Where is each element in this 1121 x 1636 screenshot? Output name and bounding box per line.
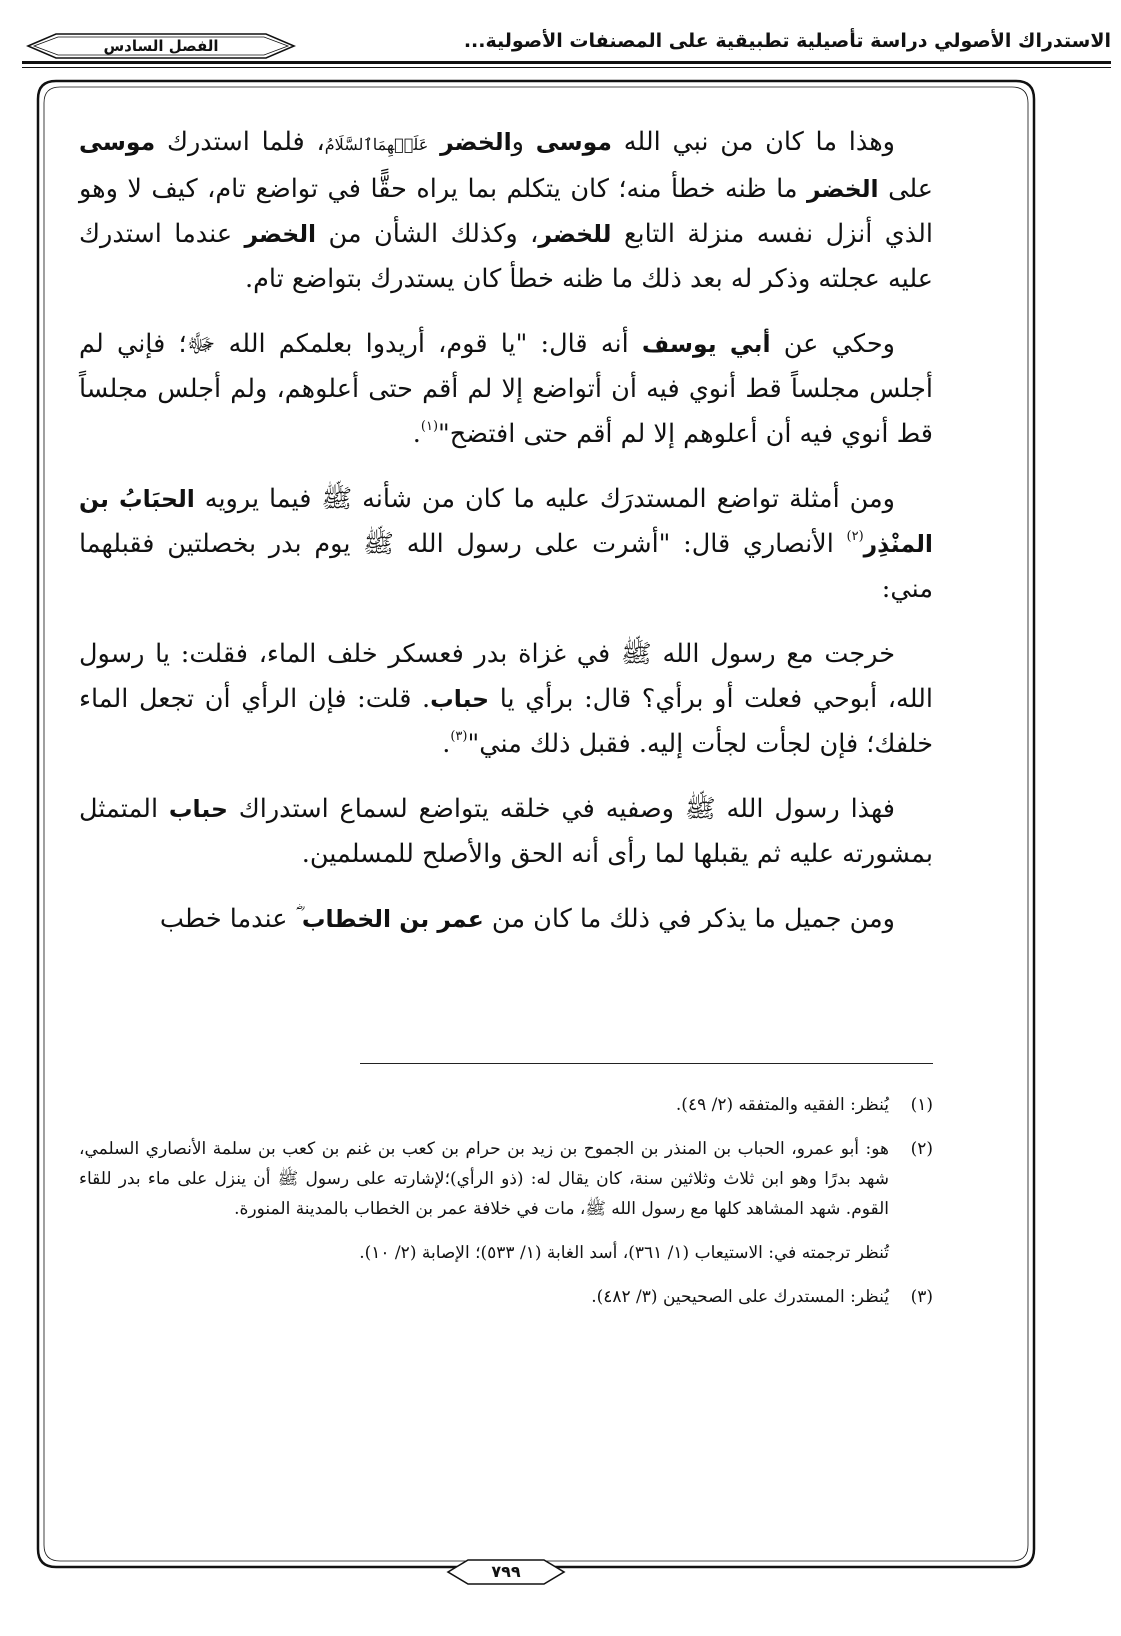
text-run: على xyxy=(878,174,933,204)
paragraph-2 xyxy=(79,322,933,457)
text-run: ما ظنه خطأ منه؛ كان يتكلم بما يراه حقًّا في تواضع تام، كيف لا وهو الذي أنزل نفسه منزلة التابع xyxy=(79,174,933,249)
text-run: خرجت مع رسول الله ﷺ في غزاة بدر فعسكر خلف الماء، فقلت: يا رسول الله، أبوحي فعلت أو برأي؟ قال: برأي يا xyxy=(79,639,933,714)
footnote-2-references: تُنظر ترجمته في: الاستيعاب (١/ ٣٦١)، أسد الغابة (١/ ٥٣٣)؛ الإصابة (٢/ ١٠). xyxy=(359,1243,889,1263)
page-number: ٧٩٩ xyxy=(491,1562,521,1581)
header-rule-thick xyxy=(22,61,1111,64)
name-khidr: للخضر xyxy=(538,220,612,248)
paragraph-4 xyxy=(79,632,933,767)
name-khidr: الخضر xyxy=(440,128,512,156)
running-header-title: الاستدراك الأصولي دراسة تأصيلية تطبيقية على المصنفات الأصولية... xyxy=(463,30,1111,52)
text-run: المتمثل بمشورته عليه ثم يقبلها لما رأى أنه الحق والأصلح للمسلمين. xyxy=(79,794,933,869)
footnote-1 xyxy=(79,1090,933,1120)
footnote-number: (٣) xyxy=(910,1287,933,1307)
text-run: أنه قال: "يا قوم، أريدوا بعلمكم الله ﷻ؛ فإني لم أجلس مجلساً قط أنوي فيه أن أتواضع إلا لم أقم حتى أعلوهم، ولم أجلس مجلساً قط أنوي فيه أن أعلوهم إلا لم أقم حتى افتضح" xyxy=(79,329,933,449)
footnote-separator xyxy=(360,1063,933,1064)
footnotes xyxy=(79,1090,933,1326)
text-run: . xyxy=(442,729,451,759)
text-run: ، وكذلك الشأن من xyxy=(316,219,539,249)
text-run: ، فلما استدرك xyxy=(155,127,325,157)
text-run: عندما استدرك عليه عجلته وذكر له بعد ذلك ما ظنه خطأ كان يستدرك بتواضع تام. xyxy=(79,219,933,294)
footnote-number: (٢) xyxy=(910,1139,933,1159)
text-run: الأنصاري قال: "أشرت على رسول الله ﷺ يوم بدر بخصلتين فقبلهما مني: xyxy=(79,529,933,604)
footnote-ref-1[interactable]: (١) xyxy=(420,419,439,434)
footnote-text: يُنظر: المستدرك على الصحيحين (٣/ ٤٨٢). xyxy=(591,1287,889,1307)
header-rule-thin xyxy=(22,67,1111,68)
text-run: و xyxy=(511,127,536,157)
text-run: . قلت: فإن الرأي أن تجعل الماء خلفك؛ فإن لجأت لجأت إليه. فقبل ذلك مني" xyxy=(79,684,933,759)
name-khidr: الخضر xyxy=(807,175,879,203)
name-hubab: الحبَابُ بن المنْذِر xyxy=(79,485,933,558)
text-run: ؓ عندما خطب xyxy=(159,904,302,934)
text-run: ومن جميل ما يذكر في ذلك ما كان من xyxy=(483,904,895,934)
name-hubab: حباب xyxy=(168,795,228,823)
footnote-number: (١) xyxy=(910,1095,933,1115)
paragraph-3 xyxy=(79,477,933,612)
text-run: . xyxy=(412,419,421,449)
text-run: وهذا ما كان من نبي الله xyxy=(611,127,895,157)
paragraph-1 xyxy=(79,120,933,302)
footnote-text: هو: أبو عمرو، الحباب بن المنذر بن الجموح بن زيد بن حرام بن كعب بن غنم بن كعب بن سلمة الأنصاري السلمي، شهد بدرًا وهو ابن ثلاث وثلاثين سنة، كان يقال له: (ذو الرأي)؛لإشارته على رسول ﷺ أن ينزل على ماء بدر للقاء القوم. شهد المشاهد كلها مع رسول الله ﷺ، مات في خلافة عمر بن الخطاب بالمدينة المنورة. xyxy=(79,1139,889,1219)
text-run: وحكي عن xyxy=(770,329,895,359)
text-run xyxy=(428,127,440,157)
footnote-text: يُنظر: الفقيه والمتفقه (٢/ ٤٩). xyxy=(675,1095,889,1115)
chapter-label: الفصل السادس xyxy=(103,37,219,55)
paragraph-6 xyxy=(79,897,933,942)
text-run: فهذا رسول الله ﷺ وصفيه في خلقه يتواضع لسماع استدراك xyxy=(227,794,895,824)
name-abu-yusuf: أبي يوسف xyxy=(641,330,771,358)
name-khidr: الخضر xyxy=(244,220,317,248)
footnote-3 xyxy=(79,1282,933,1312)
name-musa: موسى xyxy=(79,128,156,156)
name-umar: عمر بن الخطاب xyxy=(301,905,484,933)
honorific: عَلَيۡهِمَاٱلسَّلَامُ xyxy=(324,135,429,154)
page-number-badge xyxy=(446,1557,566,1587)
name-musa: موسى xyxy=(535,128,612,156)
text-run: ومن أمثلة تواضع المستدرَك عليه ما كان من شأنه ﷺ فيما يرويه xyxy=(194,484,895,514)
name-hubab: حباب xyxy=(430,685,490,713)
footnote-ref-2[interactable]: (٢) xyxy=(846,529,864,544)
paragraph-5 xyxy=(79,787,933,877)
main-text xyxy=(79,120,933,962)
footnote-ref-3[interactable]: (٣) xyxy=(450,729,468,744)
chapter-badge xyxy=(26,31,296,61)
footnote-2 xyxy=(79,1134,933,1224)
